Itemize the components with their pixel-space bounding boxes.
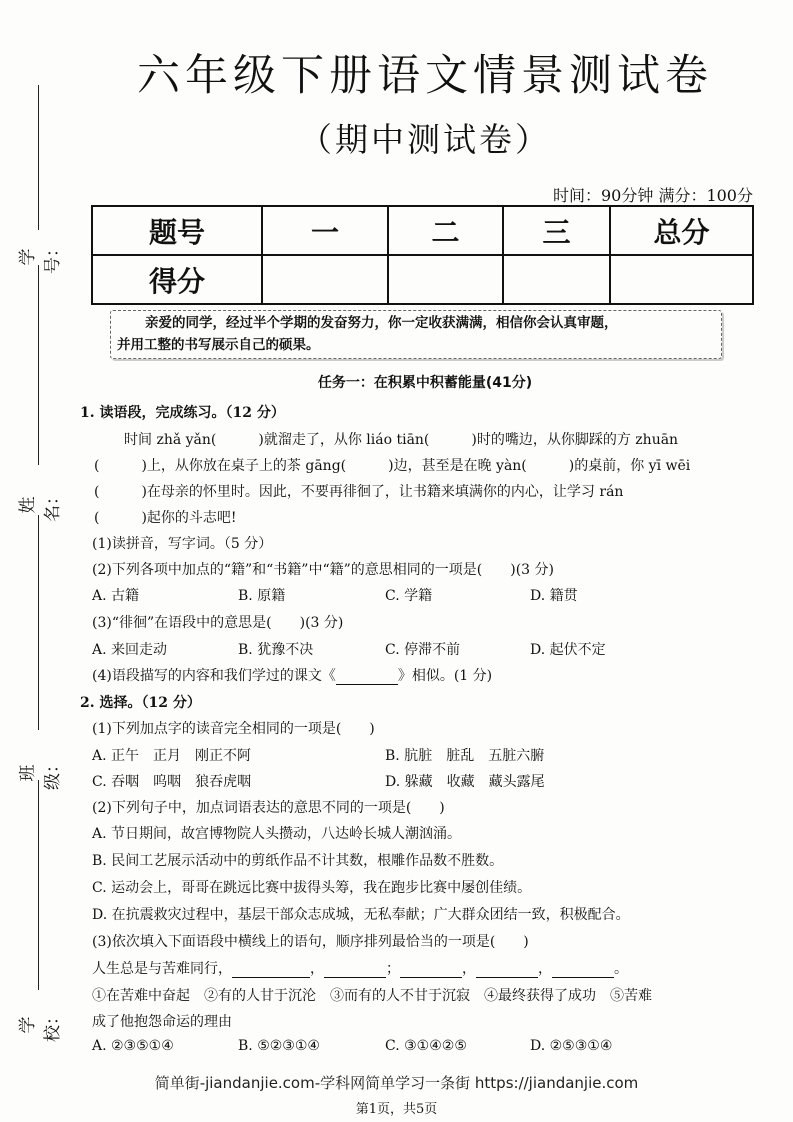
q1-sub1: (1)读拼音，写字词。（5 分） [92,536,273,552]
school-label: 学校： [18,1008,63,1042]
score-cell[interactable] [262,255,388,304]
q2-heading: 2. 选择。（12 分） [80,695,201,711]
q2-sub3-items: ①在苦难中奋起 ②有的人甘于沉沦 ③而有的人不甘于沉寂 ④最终获得了成功 ⑤苦难 [92,988,652,1004]
option: D. ②⑤③①④ [530,1038,613,1054]
q1-sub2: (2)下列各项中加点的“籍”和“书籍”中“籍”的意思相同的一项是( )(3 分) [92,562,554,578]
answer-blank[interactable] [476,961,538,978]
answer-blank[interactable] [232,961,310,978]
option: A. ②③⑤①④ [92,1038,174,1054]
option: B. 肮脏 脏乱 五脏六腑 [385,748,545,764]
binding-line-3 [38,515,39,730]
q2-sub1: (1)下列加点字的读音完全相同的一项是( ) [92,721,375,737]
notice-line-2: 并用工整的书写展示自己的硕果。 [117,337,320,353]
score-cell[interactable] [503,255,610,304]
option: D. 起伏不定 [530,642,606,658]
q1-sub4-text-a: (4)语段描写的内容和我们学过的课文《 [92,668,336,684]
q1-sub3: (3)“徘徊”在语段中的意思是( )(3 分) [92,615,344,631]
binding-line-4 [38,780,39,990]
page-number: 第1页，共5页 [355,1102,438,1117]
q2-sub3-sentence: 人生总是与苦难同行， ， ； ， ， 。 [92,961,628,977]
q1-paragraph-line: 时间 zhǎ yǎn( )就溜走了，从你 liáo tiān( )时的嘴边，从你脚踩的方 zhuān [124,432,679,448]
option: A. 节日期间，故宫博物院人头攒动，八达岭长城人潮汹涌。 [92,826,462,842]
answer-blank[interactable] [336,668,398,685]
task-title: 任务一：在积累中积蓄能量(41分) [317,375,533,391]
q2-sub3-text: 人生总是与苦难同行， [92,961,232,977]
q1-sub4-text-b: 》相似。(1 分) [397,668,493,684]
page-subtitle: （期中测试卷） [299,120,551,159]
q2-sub2: (2)下列句子中，加点词语表达的意思不同的一项是( ) [92,800,445,816]
answer-blank[interactable] [324,961,386,978]
binding-line-2 [38,265,39,465]
option: B. ⑤②③①④ [238,1038,320,1054]
score-table [91,205,754,305]
student-id-label: 学号： [18,240,63,274]
q2-sub3-items: 成了他抱怨命运的理由 [92,1014,232,1030]
q1-paragraph-line: ( )在母亲的怀里时。因此，不要再徘徊了，让书籍来填满你的内心，让学习 rán [94,484,624,500]
header-cell: 总分 [610,206,753,255]
page-title: 六年级下册语文情景测试卷 [137,51,713,101]
option: B. 民间工艺展示活动中的剪纸作品不计其数，根雕作品数不胜数。 [92,853,504,869]
option: C. ③①④②⑤ [385,1038,467,1054]
q1-sub4 [92,665,492,685]
binding-line-1 [38,85,39,230]
option: D. 躲藏 收藏 藏头露尾 [385,774,545,790]
option: A. 来回走动 [92,642,168,658]
header-cell: 二 [388,206,503,255]
option: D. 籍贯 [530,588,578,604]
class-label: 班级： [18,756,63,790]
header-cell: 一 [262,206,388,255]
answer-blank[interactable] [400,961,462,978]
q1-heading: 1. 读语段，完成练习。（12 分） [80,405,285,421]
option: C. 停滞不前 [385,642,461,658]
q1-paragraph-line: ( )起你的斗志吧! [94,510,237,526]
exam-meta: 时间：90分钟 满分：100分 [553,186,753,205]
option: D. 在抗震救灾过程中，基层干部众志成城，无私奉献；广大群众团结一致，积极配合。 [92,907,630,923]
notice-box [110,310,722,359]
score-cell[interactable] [388,255,503,304]
option: A. 正午 正月 刚正不阿 [92,748,252,764]
option: C. 运动会上，哥哥在跳远比赛中拔得头筹，我在跑步比赛中屡创佳绩。 [92,880,532,896]
answer-blank[interactable] [552,961,614,978]
option: C. 学籍 [385,588,433,604]
option: B. 犹豫不决 [238,642,314,658]
q1-paragraph-line: ( )上，从你放在桌子上的茶 gāng( )边，甚至是在晚 yàn( )的桌前，你 yī wēi [94,458,691,474]
score-cell[interactable] [610,255,753,304]
footer-watermark: 简单街-jiandanjie.com-学科网简单学习一条街 https://jiandanjie.com [154,1074,639,1092]
score-table-score-row [92,255,753,304]
score-table-header-row [92,206,753,255]
option: C. 吞咽 呜咽 狼吞虎咽 [92,774,252,790]
header-cell: 题号 [92,206,262,255]
option: A. 古籍 [92,588,140,604]
option: B. 原籍 [238,588,286,604]
header-cell: 三 [503,206,610,255]
notice-line-1: 亲爱的同学，经过半个学期的发奋努力，你一定收获满满，相信你会认真审题， [145,315,618,331]
row-label-cell: 得分 [92,255,262,304]
name-label: 姓名： [18,488,63,522]
q2-sub3: (3)依次填入下面语段中横线上的语句，顺序排列最恰当的一项是( ) [92,934,529,950]
